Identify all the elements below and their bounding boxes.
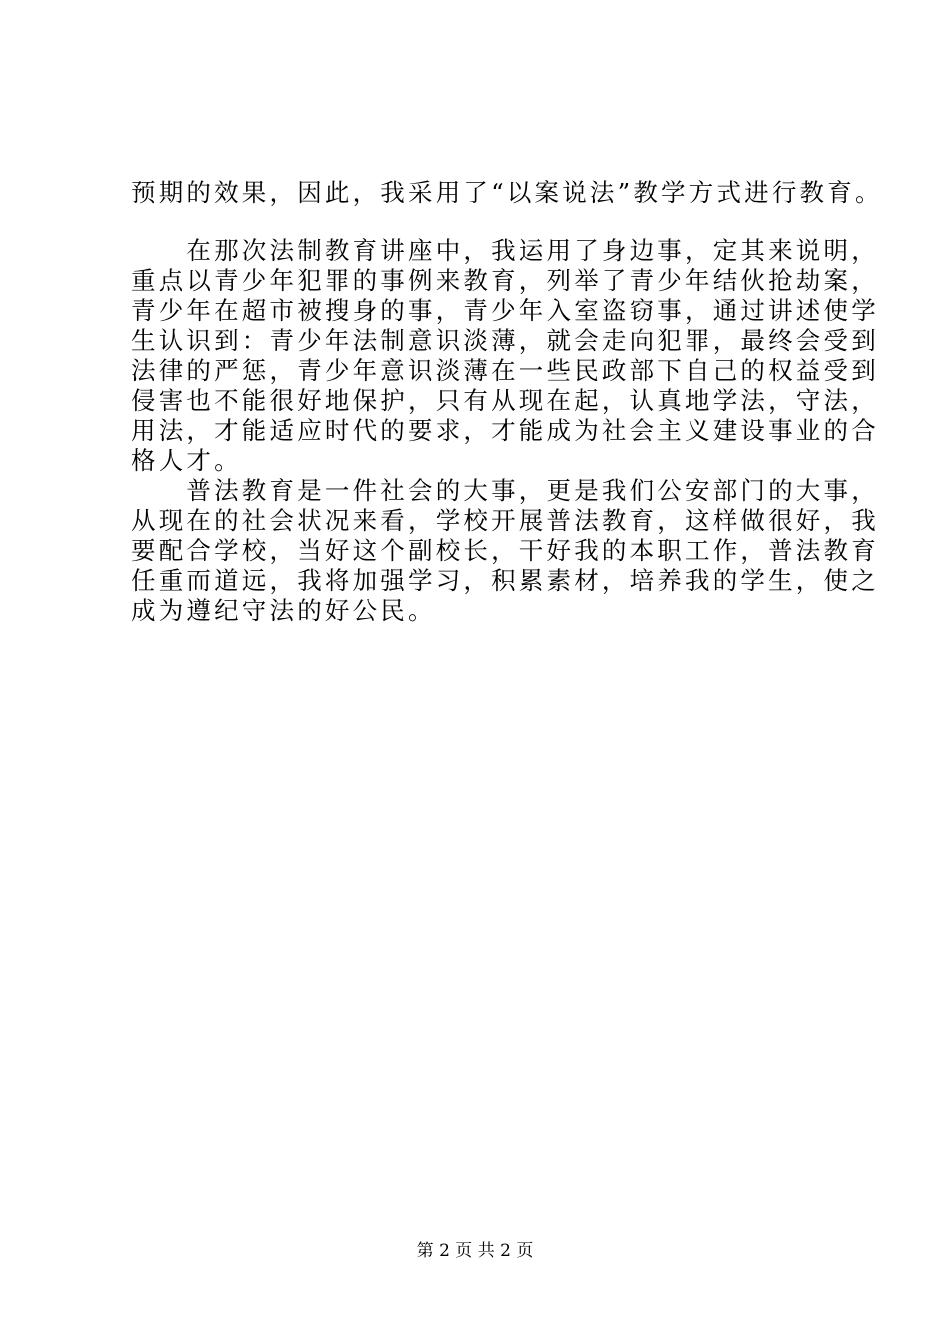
page-number-footer: 第 2 页 共 2 页 <box>416 1241 534 1261</box>
text-line: 重点以青少年犯罪的事例来教育，列举了青少年结伙抢劫案， <box>131 266 879 295</box>
text-line: 从现在的社会状况来看，学校开展普法教育，这样做很好，我 <box>131 506 879 535</box>
text-line: 预期的效果，因此，我采用了“以案说法”教学方式进行教育。 <box>131 178 883 207</box>
text-line: 侵害也不能很好地保护，只有从现在起，认真地学法，守法， <box>131 386 879 415</box>
text-line: 任重而道远，我将加强学习，积累素材，培养我的学生，使之 <box>131 566 879 595</box>
text-line: 用法，才能适应时代的要求，才能成为社会主义建设事业的合 <box>131 416 879 445</box>
text-line: 青少年在超市被搜身的事，青少年入室盗窃事，通过讲述使学 <box>131 296 879 325</box>
text-line: 生认识到：青少年法制意识淡薄，就会走向犯罪，最终会受到 <box>131 326 879 355</box>
text-line: 普法教育是一件社会的大事，更是我们公安部门的大事， <box>131 476 879 505</box>
text-line: 要配合学校，当好这个副校长，干好我的本职工作，普法教育 <box>131 536 879 565</box>
text-line: 法律的严惩，青少年意识淡薄在一些民政部下自己的权益受到 <box>131 356 879 385</box>
text-line: 成为遵纪守法的好公民。 <box>131 596 436 625</box>
text-line: 在那次法制教育讲座中，我运用了身边事，定其来说明， <box>131 236 879 265</box>
text-line: 格人才。 <box>131 446 242 475</box>
